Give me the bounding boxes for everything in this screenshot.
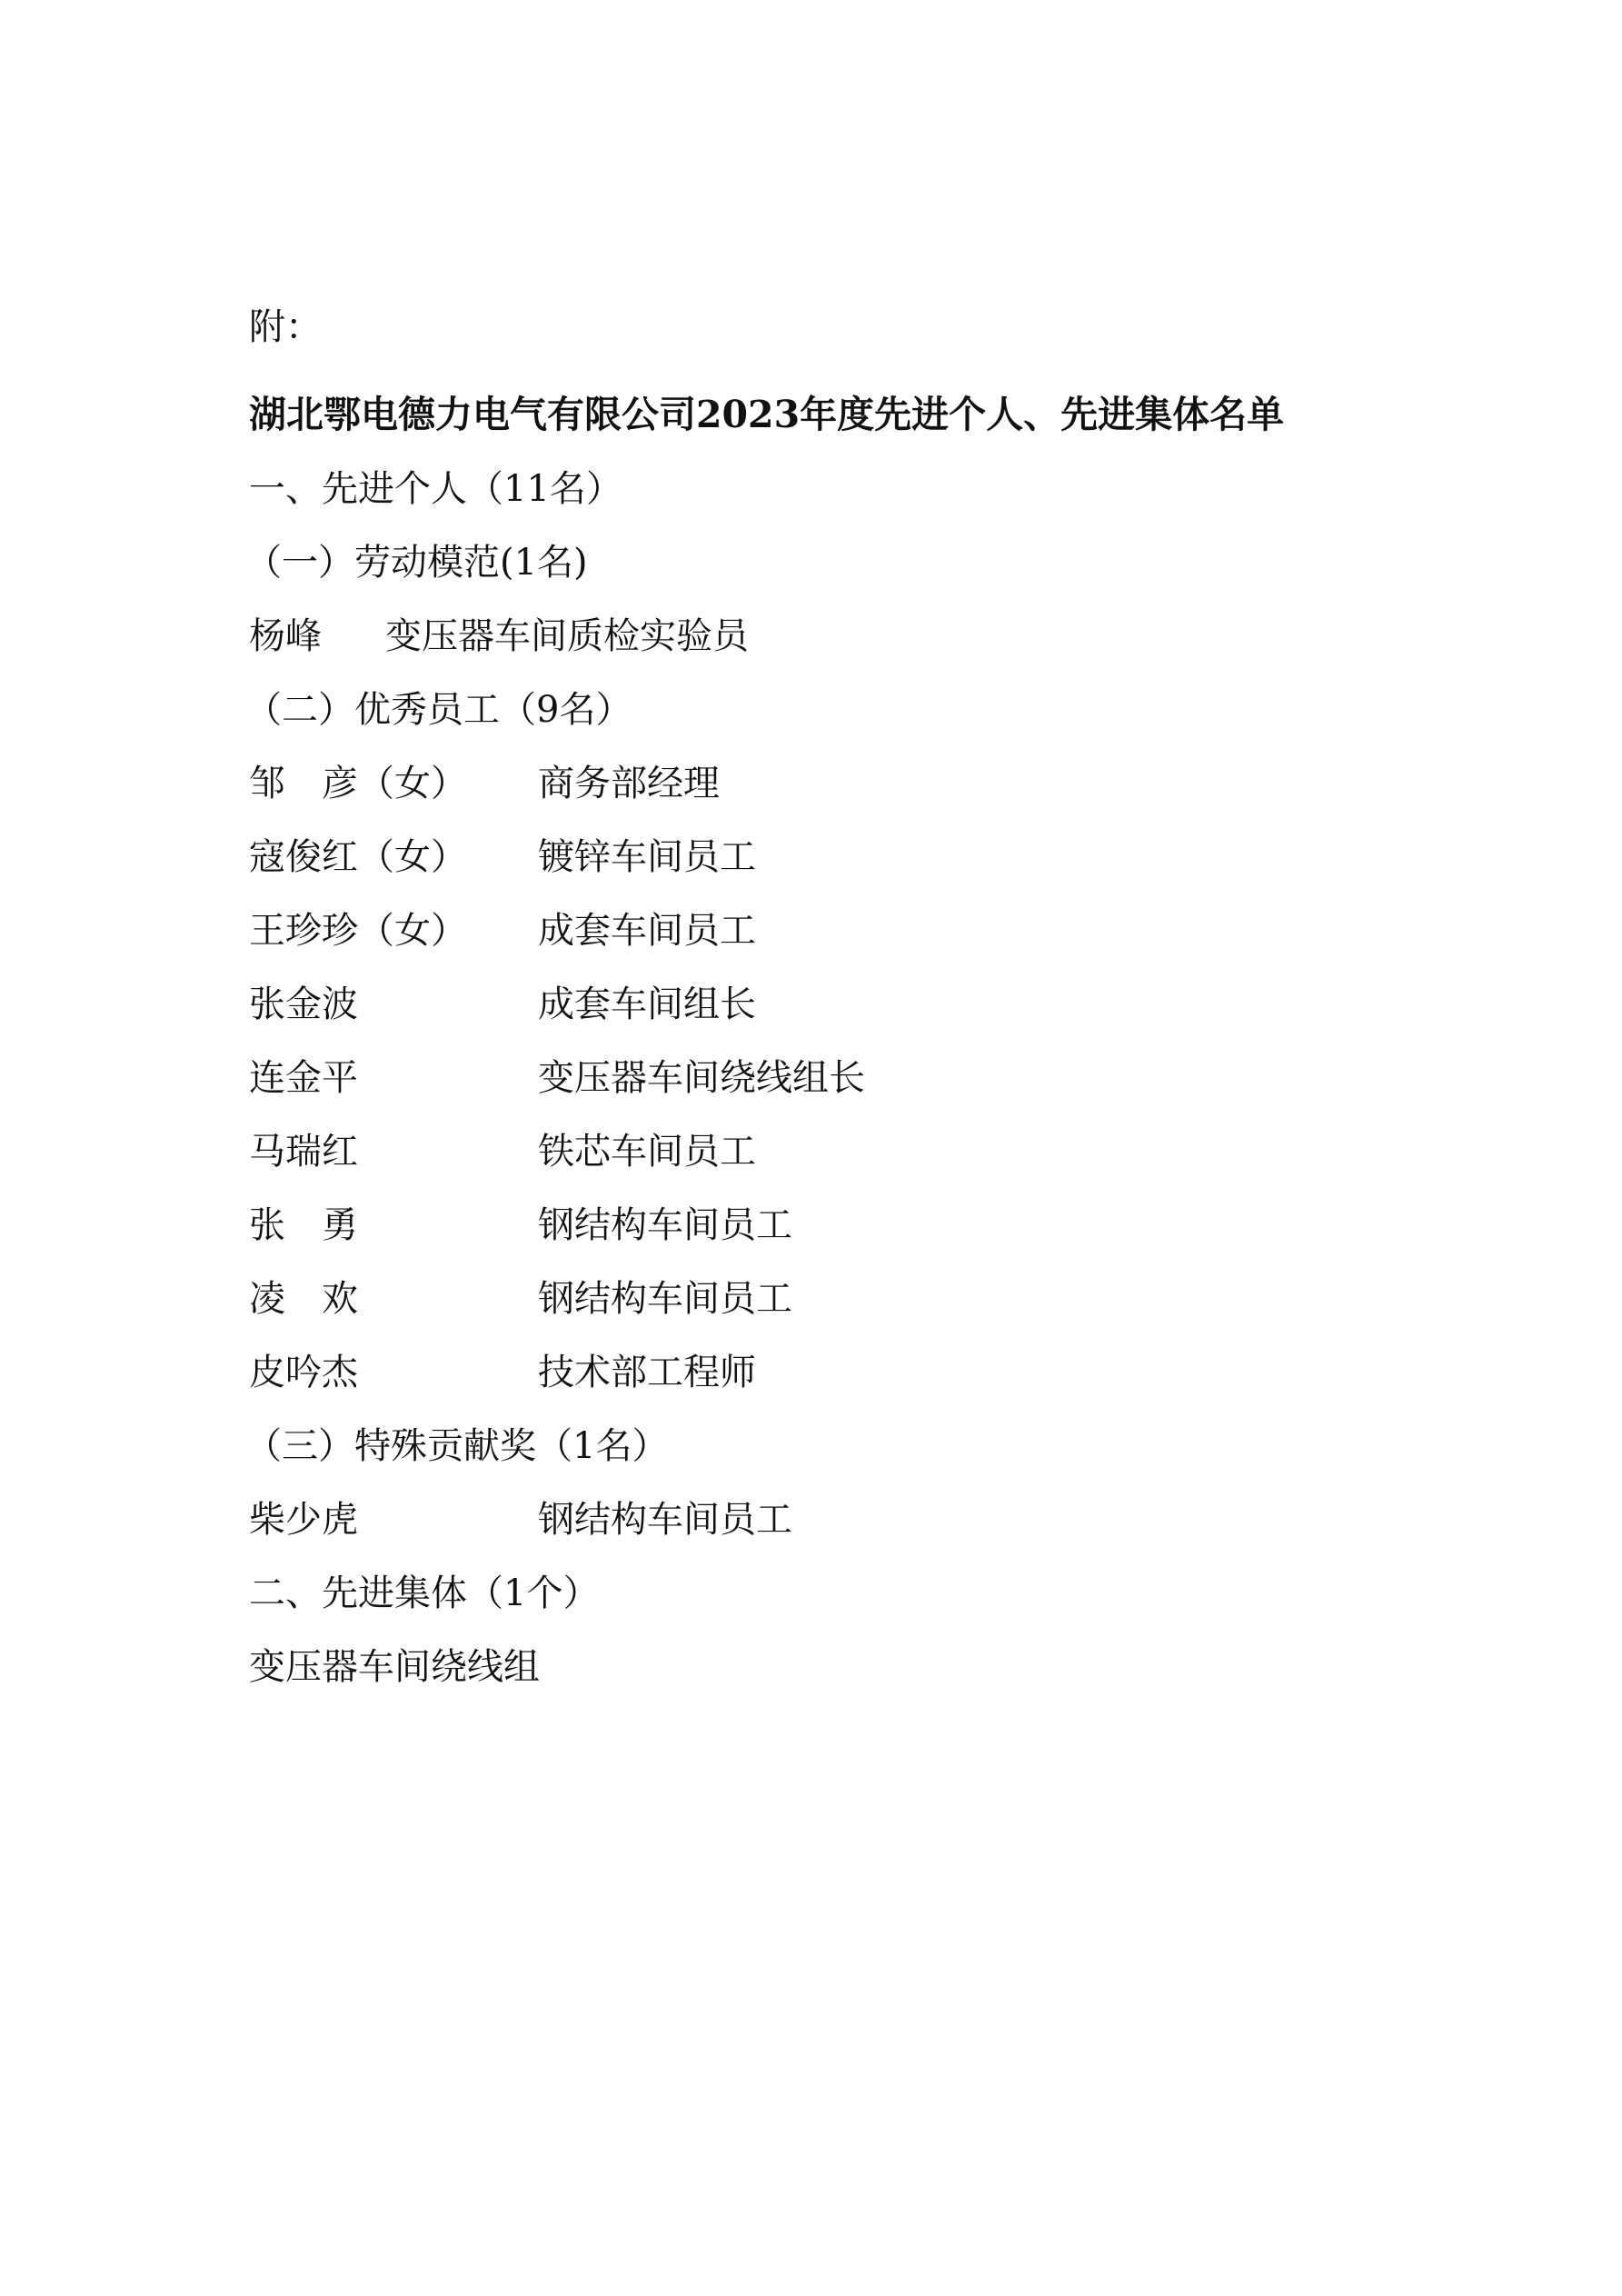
person-position: 钢结构车间员工 [538, 1204, 792, 1246]
person-name: 柴少虎 [249, 1499, 358, 1541]
person-position: 镀锌车间员工 [538, 836, 756, 878]
list-item [249, 760, 720, 807]
person-name: 马瑞红 [249, 1131, 358, 1173]
person-name: 杨峰 [249, 615, 322, 657]
section-1-heading: 一、先进个人（11名） [249, 468, 622, 510]
section-2-heading: 二、先进集体（1个） [249, 1572, 600, 1614]
person-position: 商务部经理 [538, 763, 720, 804]
list-item [249, 1349, 756, 1396]
person-position: 技术部工程师 [538, 1352, 756, 1393]
annex-label: 附： [249, 306, 322, 348]
person-name: 连金平 [249, 1057, 358, 1099]
person-position: 铁芯车间员工 [538, 1131, 756, 1173]
person-name: 张 勇 [249, 1204, 358, 1246]
person-position: 钢结构车间员工 [538, 1278, 792, 1320]
list-item [249, 1128, 756, 1175]
person-name: 张金波 [249, 983, 358, 1025]
list-item [249, 613, 749, 660]
person-name: 寇俊红（女） [249, 836, 467, 878]
person-name: 凌 欢 [249, 1278, 358, 1320]
list-item [249, 834, 756, 881]
document-title: 湖北鄂电德力电气有限公司2023年度先进个人、先进集体名单 [249, 393, 1285, 436]
list-item [249, 907, 756, 954]
list-item [249, 1054, 865, 1102]
list-item [249, 981, 756, 1028]
person-name: 皮吟杰 [249, 1352, 358, 1393]
person-position: 变压器车间绕线组长 [538, 1057, 865, 1099]
collective-name: 变压器车间绕线组 [249, 1646, 540, 1688]
person-name: 邹 彦（女） [249, 763, 467, 804]
person-name: 王珍珍（女） [249, 910, 467, 952]
list-item [249, 1202, 792, 1249]
special-contribution-heading: （三）特殊贡献奖（1名） [245, 1425, 669, 1467]
person-position: 钢结构车间员工 [538, 1499, 792, 1541]
person-position: 成套车间组长 [538, 983, 756, 1025]
person-position: 成套车间员工 [538, 910, 756, 952]
excellent-staff-heading: （二）优秀员工（9名） [245, 689, 632, 731]
list-item [249, 1496, 792, 1543]
labor-model-heading: （一）劳动模范(1名) [245, 542, 588, 584]
list-item [249, 1275, 792, 1323]
person-position: 变压器车间质检实验员 [385, 615, 749, 657]
